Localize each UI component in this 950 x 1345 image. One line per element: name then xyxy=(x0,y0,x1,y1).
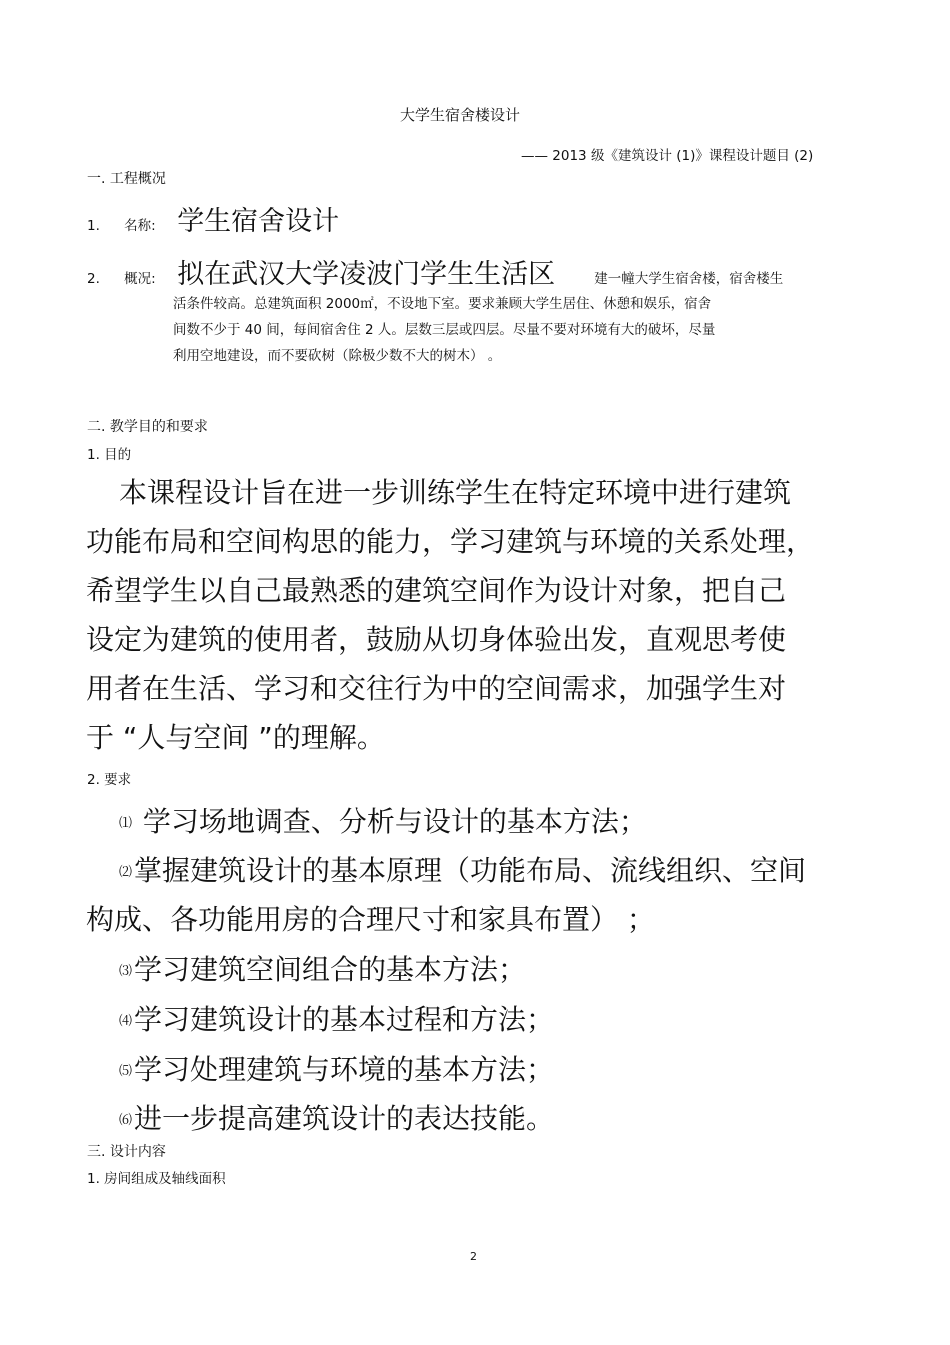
overview-line4: 利用空地建设，而不要砍树（除极少数不大的树木） 。 xyxy=(173,348,502,364)
requirement-text: 构成、各功能用房的合理尺寸和家具布置） ； xyxy=(86,903,655,936)
page-number: 2 xyxy=(470,1250,477,1263)
purpose-line: 设定为建筑的使用者，鼓励从切身体验出发，直观思考使 xyxy=(86,623,787,656)
requirement-item xyxy=(119,1048,554,1088)
requirement-item xyxy=(119,849,806,889)
requirement-text: 学习建筑空间组合的基本方法； xyxy=(134,953,527,986)
requirement-number: ⑶ xyxy=(119,964,133,979)
overview-label: 概况: xyxy=(124,271,156,287)
requirement-number: ⑷ xyxy=(119,1014,133,1029)
document-title: 大学生宿舍楼设计 xyxy=(400,106,521,124)
purpose-line: 用者在生活、学习和交往行为中的空间需求，加强学生对 xyxy=(86,672,787,705)
requirement-number: ⑴ xyxy=(119,816,133,831)
requirement-item xyxy=(119,800,647,840)
purpose-line: 希望学生以自己最熟悉的建筑空间作为设计对象，把自己 xyxy=(86,574,787,607)
requirement-item xyxy=(86,898,655,938)
requirement-text: 学习建筑设计的基本过程和方法； xyxy=(134,1003,555,1036)
overview-row xyxy=(87,252,783,291)
purpose-heading: 1. 目的 xyxy=(87,447,132,463)
requirement-number: ⑹ xyxy=(119,1113,133,1128)
requirements-heading: 2. 要求 xyxy=(87,772,132,788)
name-number: 1. xyxy=(87,218,100,234)
requirement-text: 学习场地调查、分析与设计的基本方法； xyxy=(134,805,647,838)
requirement-item xyxy=(119,948,526,988)
overview-number: 2. xyxy=(87,271,100,287)
requirement-text: 掌握建筑设计的基本原理（功能布局、流线组织、空间 xyxy=(134,854,807,887)
requirement-text: 进一步提高建筑设计的表达技能。 xyxy=(134,1102,555,1135)
overview-location: 拟在武汉大学凌波门学生生活区 xyxy=(177,259,556,290)
name-row xyxy=(87,199,339,238)
purpose-line: 本课程设计旨在进一步训练学生在特定环境中进行建筑 xyxy=(119,476,792,509)
purpose-paragraph xyxy=(86,468,866,762)
name-value: 学生宿舍设计 xyxy=(177,206,340,237)
requirement-text: 学习处理建筑与环境的基本方法； xyxy=(134,1053,555,1086)
section2-heading: 二. 教学目的和要求 xyxy=(87,419,208,435)
overview-line3: 间数不少于 40 间，每间宿舍住 2 人。层数三层或四层。尽量不要对环境有大的破坏，尽量 xyxy=(173,322,716,338)
document-subtitle: —— 2013 级《建筑设计 (1)》课程设计题目 (2) xyxy=(521,148,814,164)
overview-line2: 活条件较高。总建筑面积 2000㎡，不设地下室。要求兼顾大学生居住、休憩和娱乐，宿舍 xyxy=(173,296,712,312)
section3-heading: 三. 设计内容 xyxy=(87,1144,166,1160)
requirement-number: ⑵ xyxy=(119,865,133,880)
overview-line1: 建一幢大学生宿舍楼，宿舍楼生 xyxy=(594,271,784,287)
purpose-line: 功能布局和空间构思的能力，学习建筑与环境的关系处理， xyxy=(86,525,815,558)
section3-subheading: 1. 房间组成及轴线面积 xyxy=(87,1171,226,1187)
requirement-item xyxy=(119,998,554,1038)
requirement-number: ⑸ xyxy=(119,1064,133,1079)
section1-heading: 一. 工程概况 xyxy=(87,171,166,187)
name-label: 名称: xyxy=(124,218,156,234)
requirement-item xyxy=(119,1097,554,1137)
requirements-list xyxy=(86,800,886,1140)
purpose-line: 于 “人与空间 ”的理解。 xyxy=(86,721,385,754)
